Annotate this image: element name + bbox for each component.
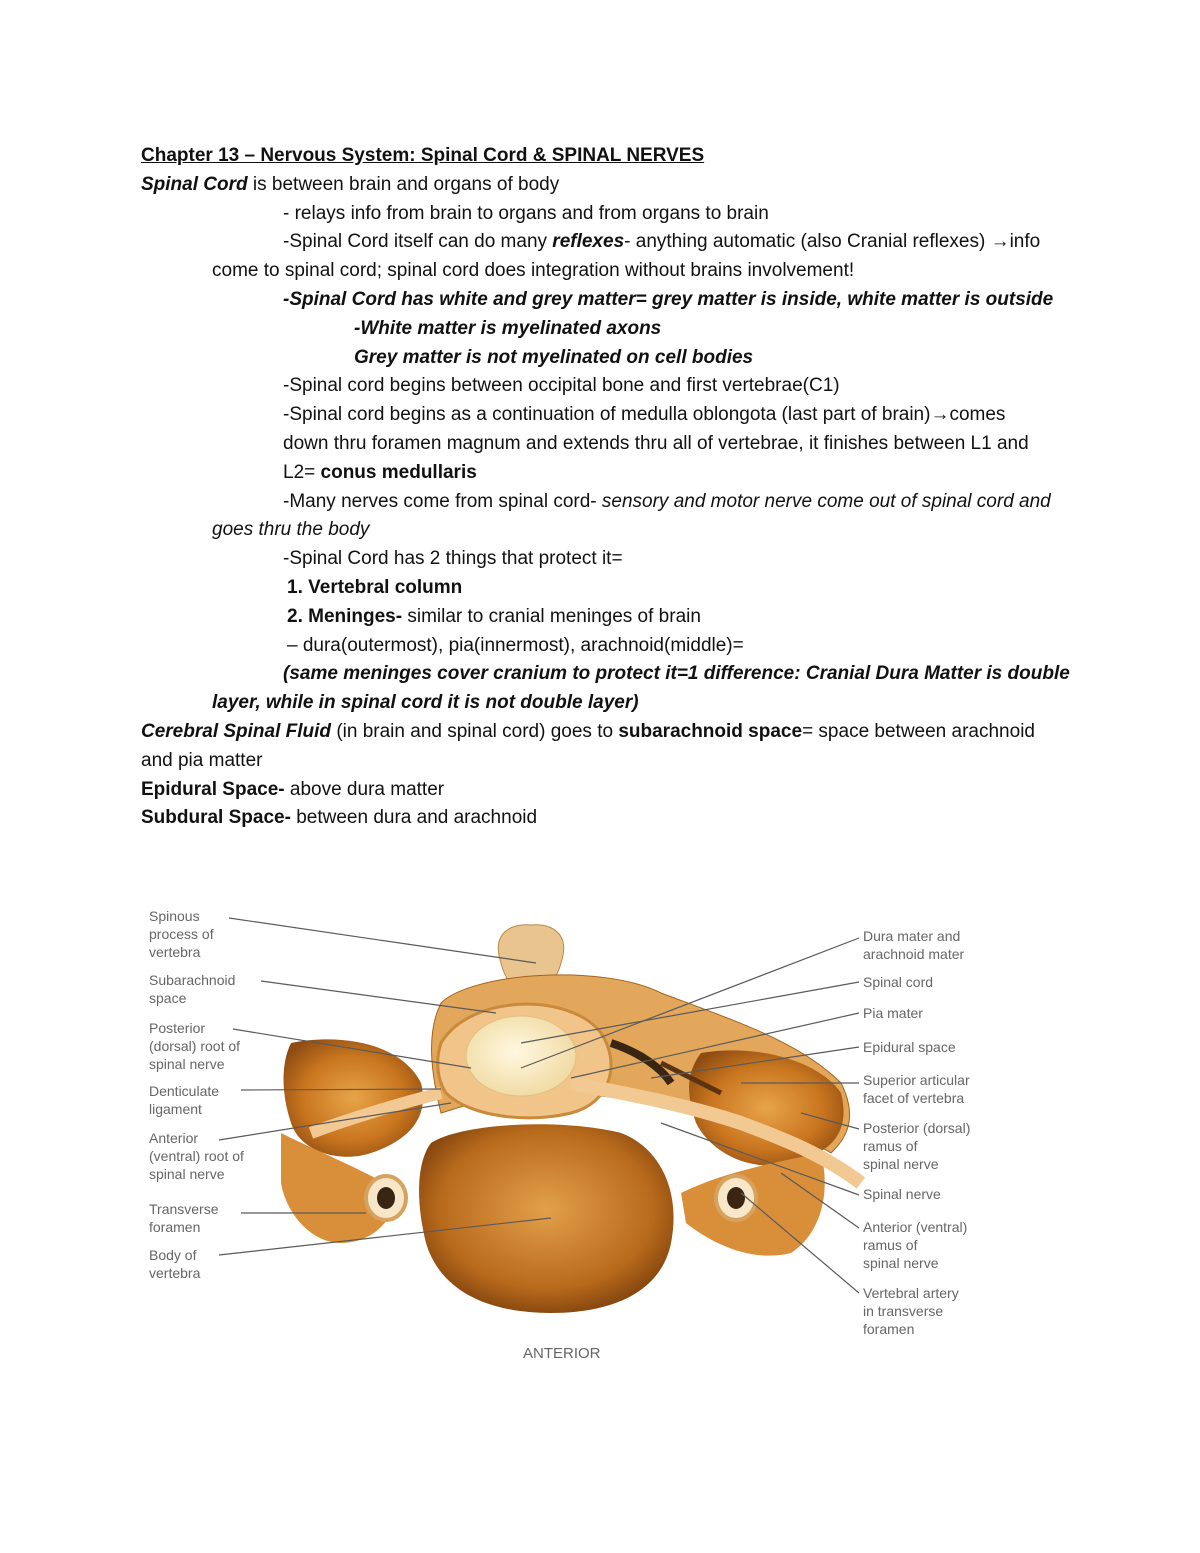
note-line: 1. Vertebral column	[287, 576, 463, 598]
note-line	[141, 776, 1071, 805]
right-labels	[863, 928, 974, 1337]
note-line: -White matter is myelinated axons	[354, 317, 662, 339]
text-italic: sensory and motor nerve come out of spinal cord and goes thru the body	[212, 490, 1051, 541]
note-line: - relays info from brain to organs and from organs to brain	[283, 202, 769, 224]
note-line	[141, 488, 1071, 546]
specimen-image	[281, 925, 861, 1313]
label-denticulate-ligament: Denticulate ligament	[149, 1083, 220, 1117]
text: -Spinal cord begins as a continuation of medulla oblongota (last part of brain)→comes down thru foramen magnum and extends thru all of vertebrae, it finishes between L1 and L2=	[283, 404, 1029, 483]
label-vertebral-artery: Vertebral artery in transverse foramen	[863, 1285, 959, 1337]
note-line	[141, 401, 1053, 487]
label-anterior-root: Anterior (ventral) root of spinal nerve	[149, 1130, 244, 1182]
note-line: -Spinal cord begins between occipital bone and first vertebrae(C1)	[283, 375, 840, 397]
label-spinous-process: Spinous process of vertebra	[149, 908, 214, 960]
term: Spinal Cord	[141, 173, 248, 195]
note-line: – dura(outermost), pia(innermost), arachnoid(middle)=	[287, 634, 744, 656]
label-anterior-ramus: Anterior (ventral) ramus of spinal nerve	[863, 1219, 968, 1271]
left-labels	[149, 908, 248, 1281]
figure-caption: ANTERIOR	[523, 1345, 601, 1362]
note-line	[141, 603, 1071, 632]
label-body-of-vertebra: Body of vertebra	[149, 1247, 201, 1281]
text: between dura and arachnoid	[290, 807, 538, 829]
note-line	[141, 171, 1071, 200]
text: -Many nerves come from spinal cord-	[283, 490, 602, 512]
label-epidural-space: Epidural space	[863, 1039, 956, 1055]
term: 2. Meninges-	[287, 605, 403, 627]
note-line: -Spinal Cord has white and grey matter= grey matter is inside, white matter is outside	[283, 288, 1054, 310]
note-line	[141, 804, 1071, 833]
page-title: Chapter 13 – Nervous System: Spinal Cord & SPINAL NERVES	[141, 145, 705, 166]
term: conus medullaris	[320, 461, 477, 483]
note-line	[141, 228, 1071, 286]
text: -Spinal Cord itself can do many	[283, 231, 553, 253]
label-spinal-nerve: Spinal nerve	[863, 1186, 941, 1202]
text: = space between arachnoid and pia matter	[141, 720, 1035, 771]
label-pia-mater: Pia mater	[863, 1005, 923, 1021]
term: Subdural Space-	[141, 807, 291, 829]
label-dura-arachnoid: Dura mater and arachnoid mater	[863, 928, 965, 962]
spinal-cord-cross-section-figure	[141, 893, 1045, 1368]
label-transverse-foramen: Transverse foramen	[149, 1201, 219, 1235]
note-line: Grey matter is not myelinated on cell bodies	[354, 346, 754, 368]
text: is between brain and organs of body	[247, 173, 560, 195]
text: above dura matter	[284, 778, 445, 800]
label-spinal-cord: Spinal cord	[863, 974, 934, 990]
figure-svg	[141, 893, 1045, 1368]
term: subarachnoid space	[618, 720, 803, 742]
text: (in brain and spinal cord) goes to	[331, 720, 619, 742]
text: similar to cranial meninges of brain	[402, 605, 701, 627]
label-posterior-root: Posterior (dorsal) root of spinal nerve	[149, 1020, 241, 1072]
label-subarachnoid-space: Subarachnoid space	[149, 972, 236, 1006]
note-line: (same meninges cover cranium to protect it=1 difference: Cranial Dura Matter is double layer, while in spinal cord it is not double layer)	[212, 663, 1070, 714]
term: reflexes	[552, 231, 625, 253]
label-posterior-ramus: Posterior (dorsal) ramus of spinal nerve	[863, 1120, 971, 1172]
note-line: -Spinal Cord has 2 things that protect it=	[283, 548, 623, 570]
text: - anything automatic (also Cranial reflexes) →info come to spinal cord; spinal cord does integration without brains involvement!	[212, 231, 1041, 282]
notes-text	[141, 142, 1071, 833]
term: Epidural Space-	[141, 778, 285, 800]
term: Cerebral Spinal Fluid	[141, 720, 332, 742]
note-line	[141, 718, 1071, 776]
label-superior-articular-facet: Superior articular facet of vertebra	[863, 1072, 970, 1106]
